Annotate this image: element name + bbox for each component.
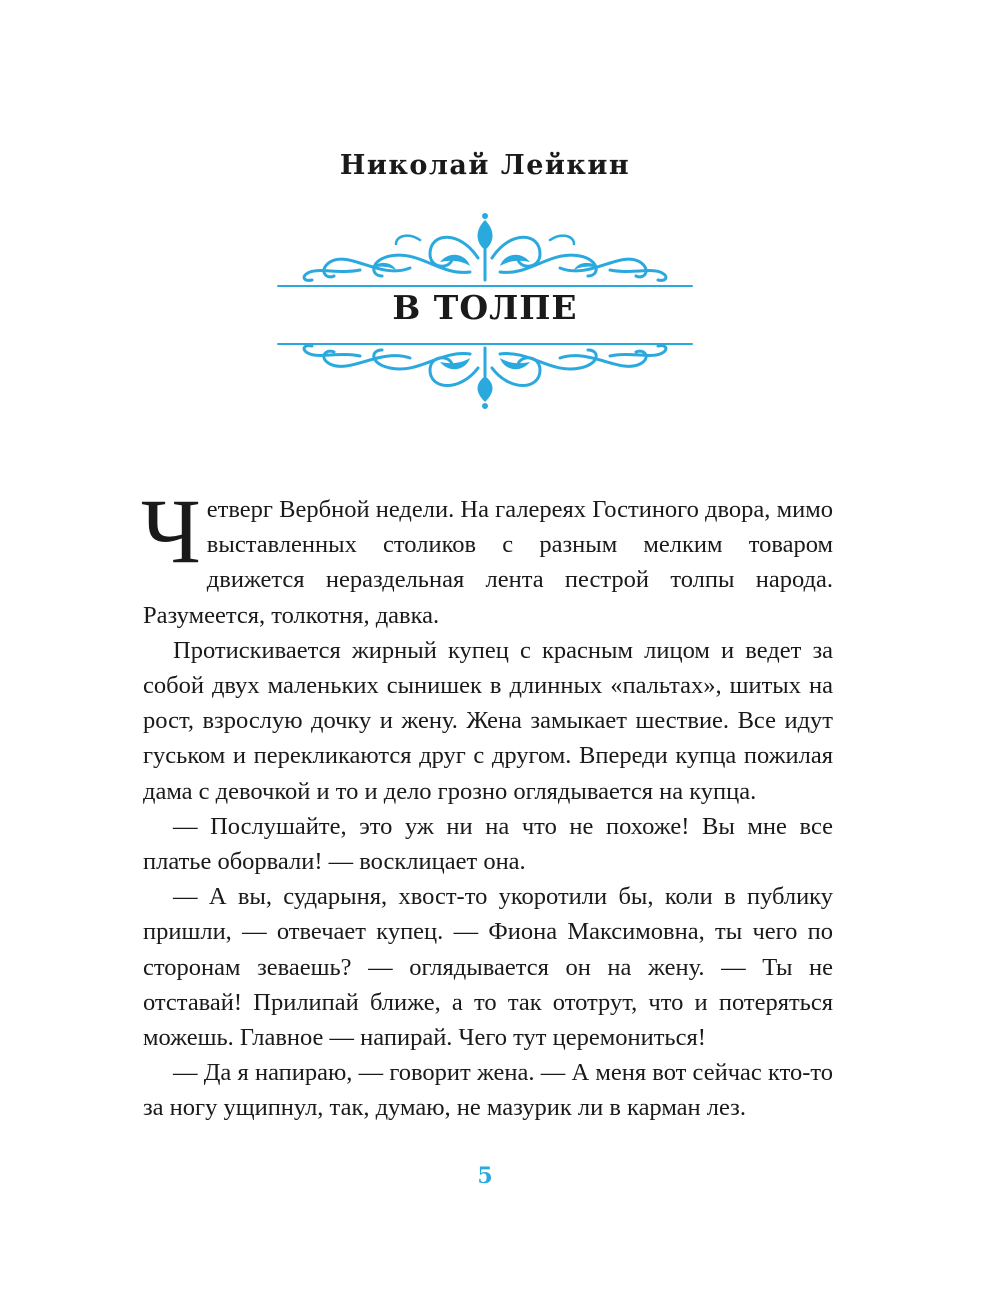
story-text	[141, 480, 833, 1126]
paragraph-3: — Послушайте, это уж ни на что не похоже! Вы мне все платье оборвали! — восклицает она.	[143, 812, 833, 876]
drop-cap: Ч	[141, 480, 201, 582]
story-title: В ТОЛПЕ	[392, 288, 578, 327]
paragraph-5: — Да я напираю, — говорит жена. — А меня вот сейчас кто-то за ногу ущипнул, так, думаю, не мазурик ли в карман лез.	[143, 1059, 833, 1122]
paragraph-1-text: етверг Вербной недели. На галереях Гостиного двора, мимо выставленных столиков с разным мелким товаром движется нераздельная лента пестрой толпы народа. Разумеется, толкотня, давка.	[143, 496, 833, 629]
flourish-ornament-bottom-icon	[270, 340, 700, 412]
flourish-ornament-icon	[270, 210, 700, 290]
author-name: Николай Лейкин	[339, 150, 631, 181]
page-number: 5	[477, 1163, 493, 1189]
paragraph-1	[141, 480, 833, 633]
paragraph-2: Протискивается жирный купец с красным лицом и ведет за собой двух маленьких сынишек в длинных «пальтах», шитых на рост, взрослую дочку и жену. Жена замыкает шествие. Все идут гуськом и перекликаются друг с другом. Впереди купца пожилая дама с девочкой и то и дело грозно оглядывается на купца.	[143, 636, 833, 805]
paragraph-4: — А вы, сударыня, хвост-то укоротили бы, коли в публику пришли, — отвечает купец. — Фиона Максимовна, ты чего по сторонам зеваешь? — оглядывается он на жену. — Ты не отставай! Прилипай ближе, а то так ототрут, что и потеряться можешь. Главное — напирай. Чего тут церемониться!	[143, 883, 833, 1052]
